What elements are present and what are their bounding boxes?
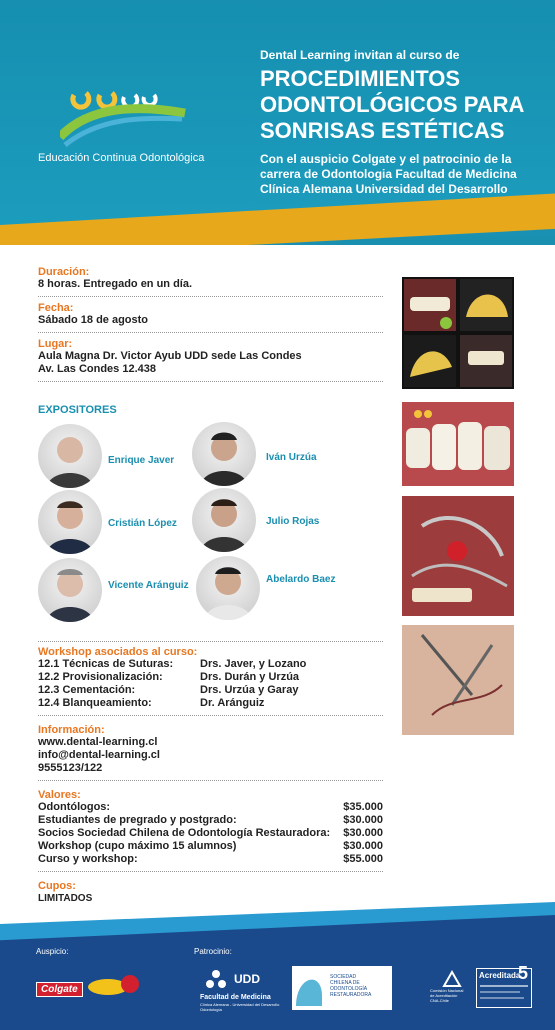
lugar-line: Aula Magna Dr. Victor Ayub UDD sede Las Condes [38, 350, 302, 362]
badge-rule [480, 985, 528, 987]
cna-logo [430, 970, 474, 1006]
workshop-section [38, 646, 383, 721]
email-link[interactable]: info@dental-learning.cl [38, 749, 160, 761]
sponsor-note-line: Clínica Alemana Universidad del Desarrollo [260, 182, 508, 196]
teeth-collage-image [402, 277, 514, 389]
workshop-doctors: Dr. Aránguiz [200, 697, 265, 709]
badge-rule [480, 991, 520, 993]
price-item: Odontólogos: [38, 801, 111, 813]
divider [38, 296, 383, 297]
person-icon [192, 488, 256, 552]
cupos-title: Cupos: [38, 880, 76, 892]
cupos-value: LIMITADOS [38, 893, 93, 904]
workshop-title: Workshop asociados al curso: [38, 646, 198, 658]
price-value: $30.000 [343, 827, 383, 839]
duracion-label: Duración: [38, 266, 90, 278]
surgery-photo [402, 496, 514, 616]
price-item: Estudiantes de pregrado y postgrado: [38, 814, 237, 826]
person-icon [192, 422, 256, 486]
workshop-topic: 12.3 Cementación: [38, 684, 136, 696]
divider [38, 381, 383, 382]
pricing-section [38, 789, 383, 877]
person-icon [196, 556, 260, 620]
info-section [38, 724, 383, 786]
workshop-topic: 12.2 Provisionalización: [38, 671, 163, 683]
duracion-value: 8 horas. Entregado en un día. [38, 278, 193, 290]
divider [38, 641, 383, 642]
person-icon [38, 424, 102, 488]
acreditada-label: Acreditada [479, 971, 521, 980]
cna-text [430, 988, 463, 1003]
speaker-photo [192, 488, 256, 552]
workshop-row [38, 697, 383, 710]
sponsor-note [260, 152, 550, 197]
invite-text: Dental Learning invitan al curso de [260, 48, 460, 62]
smile-logo-icon [60, 75, 190, 155]
sociedad-logo [292, 966, 392, 1010]
sociedad-line: SOCIEDAD [330, 974, 357, 980]
cna-emblem-icon [442, 970, 462, 988]
faculty-subname: Clínica Alemana - Universidad del Desarrollo [200, 1002, 280, 1007]
divider [38, 715, 383, 716]
lugar-label: Lugar: [38, 338, 73, 350]
speaker-name: Iván Urzúa [266, 452, 317, 463]
workshop-doctors: Drs. Javer, y Lozano [200, 658, 307, 670]
speaker-photo [38, 558, 102, 622]
divider [38, 332, 383, 333]
price-row [38, 814, 383, 827]
logo-caption: Educación Continua Odontológica [38, 152, 205, 164]
speaker-photo [38, 424, 102, 488]
speaker-name: Cristián López [108, 518, 177, 529]
price-item: Curso y workshop: [38, 853, 138, 865]
phone-number: 9555123/122 [38, 762, 103, 774]
surgery-image [402, 496, 514, 616]
website-link[interactable]: www.dental-learning.cl [38, 736, 158, 748]
speaker-photo [196, 556, 260, 620]
price-row [38, 827, 383, 840]
cupos-section [38, 880, 92, 905]
pricing-title: Valores: [38, 789, 81, 801]
workshop-topic: 12.1 Técnicas de Suturas: [38, 658, 174, 670]
person-icon [38, 490, 102, 554]
total12-logo [88, 974, 140, 996]
patrocinio-label: Patrocinio: [194, 947, 232, 956]
price-row [38, 801, 383, 814]
speaker-photo [192, 422, 256, 486]
cna-line: CNA-Chile [430, 998, 449, 1003]
auspicio-label: Auspicio: [36, 947, 69, 956]
sociedad-line: CHILENA DE [330, 980, 360, 986]
speaker-photo [38, 490, 102, 554]
faculty-odontologia: Odontología [200, 1007, 222, 1012]
suture-image [402, 625, 514, 735]
education-logo [60, 75, 190, 155]
speaker-name: Julio Rojas [266, 516, 320, 527]
expositores-section [38, 404, 117, 416]
price-item: Socios Sociedad Chilena de Odontología Restauradora: [38, 827, 331, 839]
workshop-row [38, 658, 383, 671]
workshop-doctors: Drs. Urzúa y Garay [200, 684, 299, 696]
lugar-line: Av. Las Condes 12.438 [38, 363, 156, 375]
price-value: $30.000 [343, 814, 383, 826]
price-row [38, 853, 383, 866]
udd-wordmark: UDD [234, 972, 260, 986]
total12-badge-icon [88, 974, 140, 996]
workshop-doctors: Drs. Durán y Urzúa [200, 671, 300, 683]
sociedad-line: ODONTOLOGÍA [330, 986, 368, 992]
course-title [260, 66, 550, 144]
price-value: $35.000 [343, 801, 383, 813]
course-title-line: SONRISAS ESTÉTICAS [260, 118, 505, 143]
price-item: Workshop (cupo máximo 15 alumnos) [38, 840, 237, 852]
price-row [38, 840, 383, 853]
cna-line: de Acreditación [430, 993, 458, 998]
suture-photo [402, 625, 514, 735]
price-value: $55.000 [343, 853, 383, 865]
sociedad-text [330, 974, 371, 998]
badge-rule [480, 997, 524, 999]
fecha-value: Sábado 18 de agosto [38, 314, 149, 326]
course-title-line: ODONTOLÓGICOS PARA [260, 92, 525, 117]
speaker-name: Enrique Javer [108, 455, 175, 466]
workshop-row [38, 684, 383, 697]
workshop-topic: 12.4 Blanqueamiento: [38, 697, 152, 709]
info-title: Información: [38, 724, 105, 736]
expositores-title: EXPOSITORES [38, 404, 117, 416]
course-details [38, 266, 383, 387]
person-icon [38, 558, 102, 622]
teeth-closeup-image [402, 402, 514, 486]
sociedad-emblem-icon [292, 966, 326, 1010]
price-value: $30.000 [343, 840, 383, 852]
faculty-name: Facultad de Medicina [200, 994, 271, 1001]
speaker-name: Vicente Aránguiz [108, 580, 189, 591]
acreditada-badge [476, 963, 532, 1008]
sponsor-note-line: carrera de Odontologia Facultad de Medicina [260, 167, 517, 181]
colgate-logo: Colgate [36, 982, 83, 997]
course-title-line: PROCEDIMIENTOS [260, 66, 461, 91]
smile-closeup-photo [402, 402, 514, 486]
divider [38, 780, 383, 781]
udd-emblem-icon [204, 968, 228, 992]
sociedad-line: RESTAURADORA [330, 992, 372, 998]
fecha-label: Fecha: [38, 302, 74, 314]
speaker-name: Abelardo Baez [266, 574, 336, 585]
acreditada-years: 5 [517, 963, 528, 983]
divider [38, 871, 383, 872]
cna-line: Comisión Nacional [430, 988, 464, 993]
udd-faculty-logo [200, 968, 280, 1012]
sponsor-note-line: Con el auspicio Colgate y el patrocinio de la [260, 152, 512, 166]
clinical-photo-collage [402, 277, 514, 389]
header-banner [0, 0, 555, 245]
workshop-row [38, 671, 383, 684]
